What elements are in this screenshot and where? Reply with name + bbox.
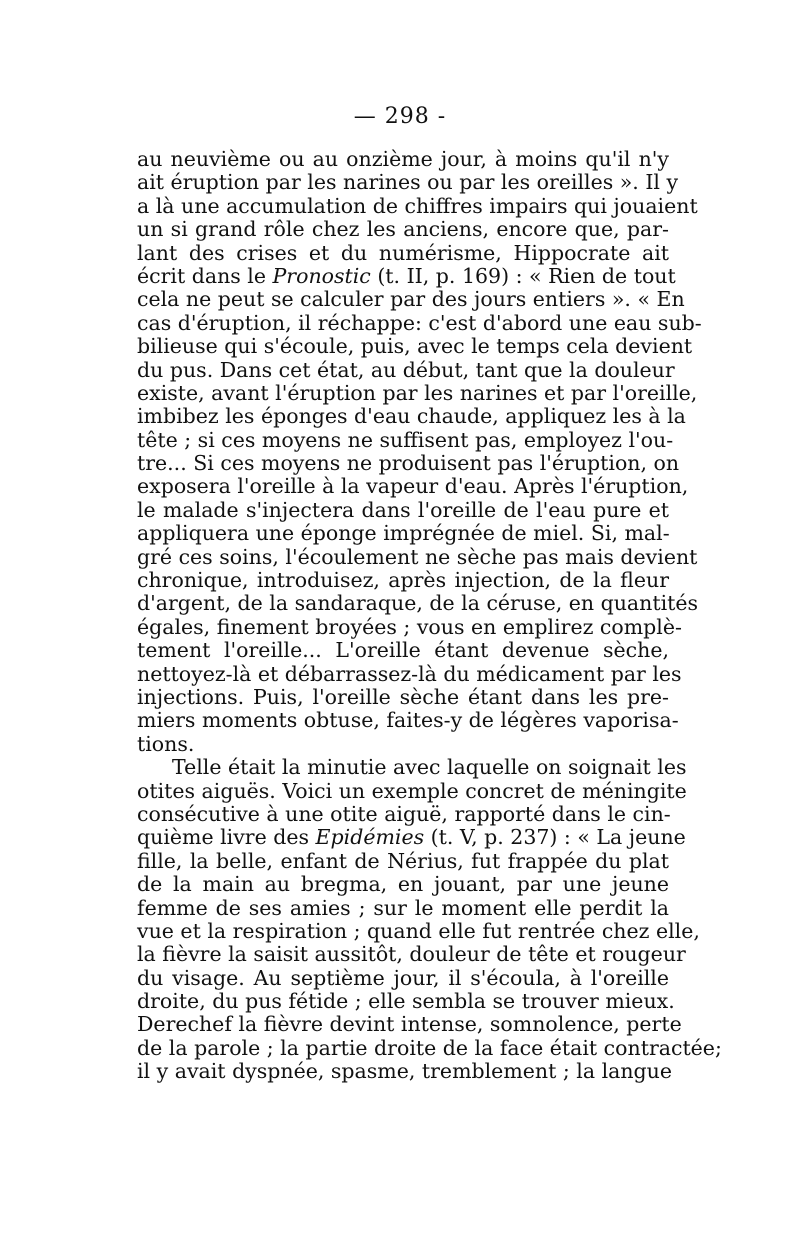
text-segment: quième livre des — [137, 825, 316, 850]
text-line: la fièvre la saisit aussitôt, douleur de tête et rougeur — [137, 942, 686, 967]
text-line: existe, avant l'éruption par les narines et par l'oreille, — [137, 380, 698, 405]
text-line: tête ; si ces moyens ne suffisent pas, employez l'ou- — [137, 427, 674, 452]
text-line: d'argent, de la sandaraque, de la céruse, en quantités — [137, 591, 699, 616]
text-line: cas d'éruption, il réchappe: c'est d'abord une eau sub- — [137, 310, 702, 335]
text-line: fille, la belle, enfant de Nérius, fut frappée du plat — [137, 848, 669, 873]
text-line: a là une accumulation de chiffres impairs qui jouaient — [137, 193, 698, 218]
text-line: imbibez les éponges d'eau chaude, appliquez les à la — [137, 404, 686, 429]
text-line: tre... Si ces moyens ne produisent pas l'éruption, on — [137, 451, 680, 476]
text-line: chronique, introduisez, après injection, de la fleur — [137, 568, 669, 593]
text-line: Telle était la minutie avec laquelle on soignait les — [172, 755, 687, 780]
text-line: vue et la respiration ; quand elle fut rentrée chez elle, — [137, 918, 700, 943]
text-line: cela ne peut se calculer par des jours entiers ». « En — [137, 287, 685, 312]
text-line-with-title — [137, 263, 676, 288]
text-line: Derechef la fièvre devint intense, somnolence, perte — [137, 1012, 682, 1037]
text-line: miers moments obtuse, faites-y de légères vaporisa- — [137, 708, 679, 733]
text-line: tement l'oreille... L'oreille étant devenue sèche, — [137, 638, 669, 663]
text-line: femme de ses amies ; sur le moment elle perdit la — [137, 895, 669, 920]
body-text — [137, 147, 722, 1084]
text-line: bilieuse qui s'écoule, puis, avec le temps cela devient — [137, 334, 693, 359]
text-line: de la parole ; la partie droite de la face était contractée; — [137, 1035, 722, 1060]
text-line: otites aiguës. Voici un exemple concret de méningite — [137, 778, 687, 803]
text-line: lant des crises et du numérisme, Hippocrate ait — [137, 240, 669, 265]
text-line: de la main au bregma, en jouant, par une jeune — [137, 872, 669, 897]
text-line: du visage. Au septième jour, il s'écoula, à l'oreille — [137, 965, 669, 990]
text-line: au neuvième ou au onzième jour, à moins qu'il n'y — [137, 147, 669, 171]
text-line: du pus. Dans cet état, au début, tant que la douleur — [137, 357, 675, 382]
text-line: ait éruption par les narines ou par les oreilles ». Il y — [137, 170, 679, 195]
text-line: le malade s'injectera dans l'oreille de l'eau pure et — [137, 497, 669, 522]
text-line: appliquera une éponge imprégnée de miel. Si, mal- — [137, 521, 670, 546]
text-line-with-title — [137, 825, 686, 850]
text-line: droite, du pus fétide ; elle sembla se trouver mieux. — [137, 989, 675, 1014]
text-line: consécutive à une otite aiguë, rapporté dans le cin- — [137, 801, 671, 826]
text-line: exposera l'oreille à la vapeur d'eau. Après l'éruption, — [137, 474, 689, 499]
work-title: Pronostic — [272, 263, 371, 288]
text-line: injections. Puis, l'oreille sèche étant dans les pre- — [137, 684, 669, 709]
text-line: il y avait dyspnée, spasme, tremblement ; la langue — [137, 1059, 673, 1084]
text-line: égales, finement broyées ; vous en emplirez complè- — [137, 614, 682, 639]
text-line: tions. — [137, 731, 195, 756]
text-segment: écrit dans le — [137, 263, 273, 288]
page-number: — 298 - — [353, 104, 447, 129]
text-segment: (t. II, p. 169) : « Rien de tout — [370, 263, 676, 288]
text-line: nettoyez-là et débarrassez-là du médicament par les — [137, 661, 682, 686]
work-title: Epidémies — [315, 825, 425, 850]
text-segment: (t. V, p. 237) : « La jeune — [424, 825, 686, 850]
text-line: un si grand rôle chez les anciens, encore que, par- — [137, 217, 669, 242]
text-line: gré ces soins, l'écoulement ne sèche pas mais devient — [137, 544, 698, 569]
